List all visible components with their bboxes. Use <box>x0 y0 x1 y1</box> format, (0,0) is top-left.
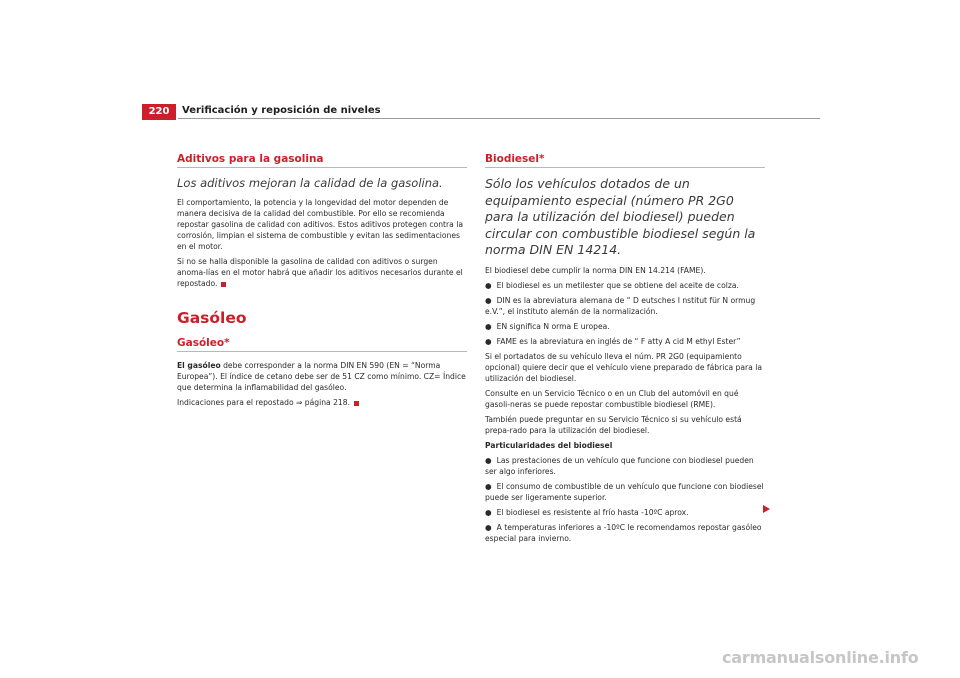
right-column <box>485 153 765 548</box>
bullet-dot-icon: ● <box>485 481 492 491</box>
red-square-icon <box>354 401 359 406</box>
bullet-dot-icon: ● <box>485 336 492 346</box>
bullet-item <box>485 507 765 518</box>
red-triangle-arrow-icon[interactable] <box>763 505 770 513</box>
paragraph-text: Si no se halla disponible la gasolina de calidad con aditivos o surgen anoma-lías en el motor habrá que añadir los aditivos necesarios durante el repostado. <box>177 257 463 288</box>
paragraph-text: debe corresponder a la norma DIN EN 590 (EN = “Norma Europea”). El índice de cetano debe ser de 51 CZ como mínimo. CZ= Índice que determina la inflamabilidad del gasóleo. <box>177 361 466 392</box>
paragraph: También puede preguntar en su Servicio Técnico si su vehículo está prepa-rado para la utilización del biodiesel. <box>485 414 742 435</box>
page-number: 220 <box>142 104 176 120</box>
left-column <box>177 153 467 412</box>
bullet-item <box>485 321 765 332</box>
bullet-dot-icon: ● <box>485 455 492 465</box>
heading-aditivos: Aditivos para la gasolina <box>177 153 467 168</box>
bullet-item <box>485 280 765 291</box>
paragraph: El biodiesel debe cumplir la norma DIN EN 14.214 (FAME). <box>485 265 706 275</box>
bullet-text: DIN es la abreviatura alemana de “ D eutsches I nstitut für N ormug e.V.”, el instituto alemán de la normalización. <box>485 295 756 316</box>
bullet-text: Las prestaciones de un vehículo que funcione con biodiesel pueden ser algo inferiores. <box>485 455 754 476</box>
bullet-dot-icon: ● <box>485 280 492 290</box>
bullet-dot-icon: ● <box>485 522 492 532</box>
running-title: Verificación y reposición de niveles <box>182 105 381 116</box>
bold-term: El gasóleo <box>177 361 221 370</box>
watermark: carmanualsonline.info <box>722 648 919 667</box>
bullet-text: FAME es la abreviatura en inglés de “ F atty A cid M ethyl Ester” <box>496 336 741 346</box>
cross-reference-link[interactable]: Indicaciones para el repostado ⇒ página 218. <box>177 398 350 407</box>
red-square-icon <box>221 282 226 287</box>
bullet-dot-icon: ● <box>485 321 492 331</box>
header-rule <box>178 118 820 119</box>
intro-biodiesel: Sólo los vehículos dotados de un equipamiento especial (número PR 2G0 para la utilización del biodiesel) pueden circular con combustible biodiesel según la norma DIN EN 14214. <box>485 176 756 257</box>
bullet-text: El biodiesel es un metilester que se obtiene del aceite de colza. <box>496 280 739 290</box>
subheading-particularidades: Particularidades del biodiesel <box>485 440 613 450</box>
paragraph: El comportamiento, la potencia y la longevidad del motor dependen de manera decisiva de la calidad del combustible. Por ello se recomienda repostar gasolina de calidad con aditivos. Estos aditivos protegen contra la corrosión, limpian el sistema de combustible y evitan las sedimentaciones en el motor. <box>177 198 463 251</box>
paragraph <box>177 256 467 289</box>
paragraph <box>177 360 467 393</box>
bullet-dot-icon: ● <box>485 507 492 517</box>
bullet-text: El consumo de combustible de un vehículo que funcione con biodiesel puede ser ligeramente superior. <box>485 481 764 502</box>
bullet-item <box>485 336 765 347</box>
intro-aditivos: Los aditivos mejoran la calidad de la gasolina. <box>177 176 443 190</box>
bullet-text: A temperaturas inferiores a -10ºC le recomendamos repostar gasóleo especial para invierno. <box>485 522 762 543</box>
bullet-text: EN significa N orma E uropea. <box>496 321 610 331</box>
bullet-item <box>485 455 765 477</box>
bullet-item <box>485 522 765 544</box>
bullet-item <box>485 295 765 317</box>
paragraph <box>177 397 467 408</box>
page-header <box>142 104 820 120</box>
paragraph: Si el portadatos de su vehículo lleva el núm. PR 2G0 (equipamiento opcional) quiere decir que el vehículo viene preparado de fábrica para la utilización del biodiesel. <box>485 351 762 383</box>
section-title-gasoleo: Gasóleo <box>177 309 247 327</box>
bullet-text: El biodiesel es resistente al frío hasta -10ºC aprox. <box>496 507 689 517</box>
paragraph: Consulte en un Servicio Técnico o en un Club del automóvil en qué gasoli-neras se puede repostar combustible biodiesel (RME). <box>485 388 739 409</box>
heading-gasoleo: Gasóleo* <box>177 337 467 352</box>
heading-biodiesel: Biodiesel* <box>485 153 765 168</box>
bullet-dot-icon: ● <box>485 295 492 305</box>
bullet-item <box>485 481 765 503</box>
